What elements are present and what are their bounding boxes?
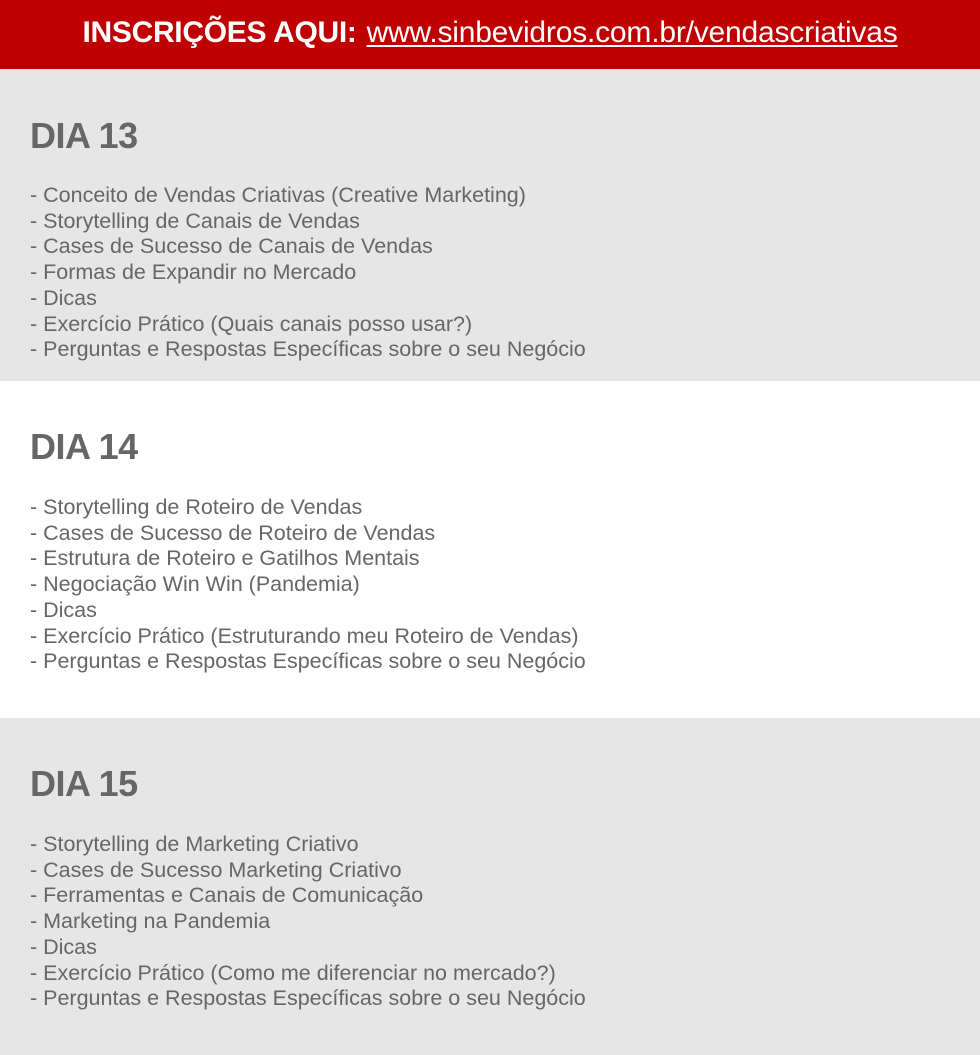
list-item: - Marketing na Pandemia xyxy=(30,909,271,934)
list-item: - Dicas xyxy=(30,934,97,959)
list-item: - Exercício Prático (Como me diferenciar no mercado?) xyxy=(30,960,556,985)
list-item: - Estrutura de Roteiro e Gatilhos Mentais xyxy=(30,546,420,571)
list-item: - Storytelling de Canais de Vendas xyxy=(30,208,360,233)
list-item: - Dicas xyxy=(30,285,97,310)
list-item: - Perguntas e Respostas Específicas sobre o seu Negócio xyxy=(30,337,586,362)
registration-link[interactable]: www.sinbevidros.com.br/vendascriativas xyxy=(366,16,898,49)
banner-label: INSCRIÇÕES AQUI: xyxy=(82,16,357,49)
list-item: - Exercício Prático (Estruturando meu Roteiro de Vendas) xyxy=(30,623,579,648)
day-title: DIA 13 xyxy=(30,115,138,156)
list-item: - Ferramentas e Canais de Comunicação xyxy=(30,883,424,908)
list-item: - Conceito de Vendas Criativas (Creative Marketing) xyxy=(30,183,526,207)
list-item: - Cases de Sucesso de Roteiro de Vendas xyxy=(30,520,436,545)
list-item: - Dicas xyxy=(30,597,97,622)
topic-list xyxy=(30,183,586,363)
registration-banner xyxy=(0,0,980,69)
list-item: - Storytelling de Roteiro de Vendas xyxy=(30,495,363,519)
day-title: DIA 14 xyxy=(30,426,138,467)
list-item: - Perguntas e Respostas Específicas sobre o seu Negócio xyxy=(30,649,586,674)
day-section-13 xyxy=(0,69,980,381)
list-item: - Cases de Sucesso de Canais de Vendas xyxy=(30,234,433,259)
list-item: - Negociação Win Win (Pandemia) xyxy=(30,572,360,597)
list-item: - Perguntas e Respostas Específicas sobre o seu Negócio xyxy=(30,986,586,1011)
list-item: - Formas de Expandir no Mercado xyxy=(30,260,357,285)
list-item: - Cases de Sucesso Marketing Criativo xyxy=(30,857,402,882)
list-item: - Exercício Prático (Quais canais posso usar?) xyxy=(30,311,473,336)
day-title: DIA 15 xyxy=(30,763,138,804)
day-section-15 xyxy=(0,718,980,1055)
topic-list xyxy=(30,495,586,675)
day-section-14 xyxy=(0,381,980,718)
list-item: - Storytelling de Marketing Criativo xyxy=(30,832,359,856)
topic-list xyxy=(30,832,586,1012)
